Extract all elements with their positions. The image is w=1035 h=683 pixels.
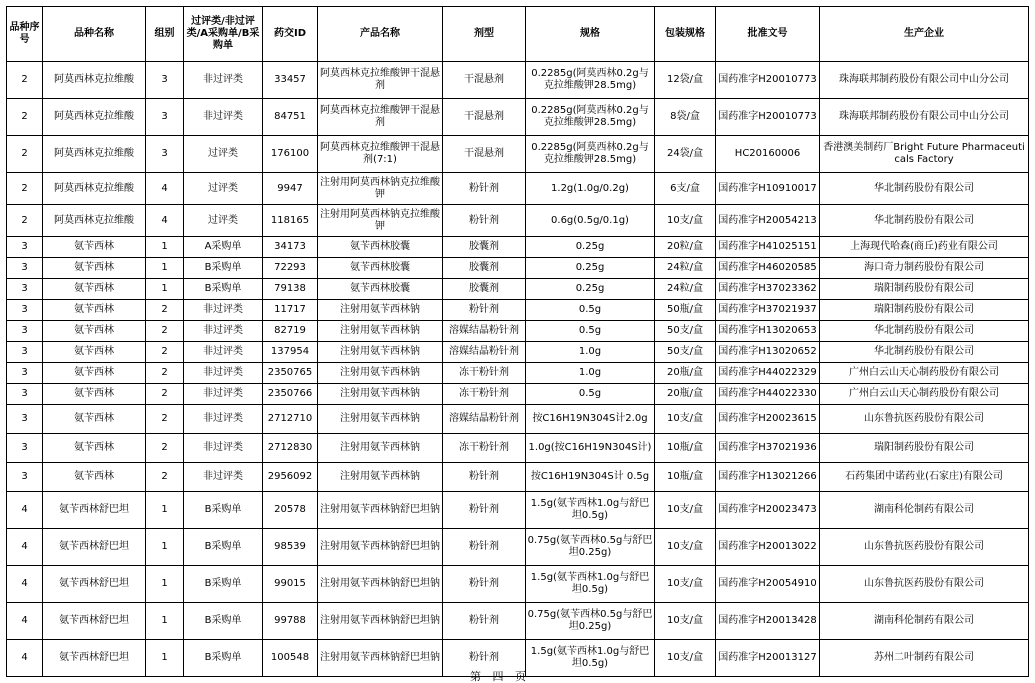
cell-specification: 0.2285g(阿莫西林0.2g与克拉维酸钾28.5mg) xyxy=(526,136,655,173)
cell-variety: 阿莫西林克拉维酸 xyxy=(43,205,146,237)
page-footer: 第 四 页 xyxy=(470,670,530,683)
cell-group: 2 xyxy=(146,434,184,463)
table-row xyxy=(7,205,1029,237)
cell-approval-number: 国药准字H20010773 xyxy=(716,99,820,136)
table-row xyxy=(7,405,1029,434)
cell-category: B采购单 xyxy=(184,492,263,529)
cell-approval-number: 国药准字H37021936 xyxy=(716,434,820,463)
cell-dosage-form: 胶囊剂 xyxy=(443,258,526,279)
cell-dosage-form: 溶媒结晶粉针剂 xyxy=(443,321,526,342)
table-body xyxy=(7,62,1029,677)
cell-id: 72293 xyxy=(263,258,318,279)
cell-dosage-form: 干混悬剂 xyxy=(443,62,526,99)
cell-dosage-form: 粉针剂 xyxy=(443,529,526,566)
cell-group: 1 xyxy=(146,566,184,603)
cell-variety: 氨苄西林 xyxy=(43,463,146,492)
cell-dosage-form: 胶囊剂 xyxy=(443,279,526,300)
cell-category: B采购单 xyxy=(184,258,263,279)
cell-product: 注射用阿莫西林钠克拉维酸钾 xyxy=(318,205,443,237)
cell-manufacturer: 华北制药股份有限公司 xyxy=(820,321,1029,342)
cell-package: 10瓶/盒 xyxy=(655,434,716,463)
cell-product: 注射用氨苄西林钠舒巴坦钠 xyxy=(318,603,443,640)
cell-specification: 0.5g xyxy=(526,384,655,405)
cell-seq: 4 xyxy=(7,492,43,529)
cell-specification: 0.6g(0.5g/0.1g) xyxy=(526,205,655,237)
table-row xyxy=(7,321,1029,342)
table-row xyxy=(7,279,1029,300)
cell-id: 2712830 xyxy=(263,434,318,463)
cell-id: 20578 xyxy=(263,492,318,529)
cell-product: 氨苄西林胶囊 xyxy=(318,237,443,258)
cell-manufacturer: 瑞阳制药股份有限公司 xyxy=(820,300,1029,321)
table-row xyxy=(7,258,1029,279)
cell-specification: 1.0g xyxy=(526,342,655,363)
cell-seq: 3 xyxy=(7,363,43,384)
cell-product: 注射用氨苄西林钠 xyxy=(318,300,443,321)
cell-approval-number: 国药准字H46020585 xyxy=(716,258,820,279)
cell-manufacturer: 华北制药股份有限公司 xyxy=(820,342,1029,363)
cell-product: 注射用氨苄西林钠 xyxy=(318,321,443,342)
cell-id: 2350766 xyxy=(263,384,318,405)
header-cell-category: 过评类/非过评类/A采购单/B采购单 xyxy=(184,7,263,62)
cell-category: 非过评类 xyxy=(184,405,263,434)
cell-product: 注射用氨苄西林钠 xyxy=(318,405,443,434)
cell-specification: 1.5g(氨苄西林1.0g与舒巴坦0.5g) xyxy=(526,492,655,529)
cell-seq: 2 xyxy=(7,62,43,99)
cell-package: 24粒/盒 xyxy=(655,279,716,300)
table-row xyxy=(7,434,1029,463)
header-cell-dosage-form: 剂型 xyxy=(443,7,526,62)
cell-category: 非过评类 xyxy=(184,321,263,342)
cell-package: 10支/盒 xyxy=(655,492,716,529)
cell-id: 137954 xyxy=(263,342,318,363)
cell-id: 2956092 xyxy=(263,463,318,492)
cell-category: 非过评类 xyxy=(184,384,263,405)
cell-product: 注射用氨苄西林钠舒巴坦钠 xyxy=(318,640,443,677)
cell-category: 非过评类 xyxy=(184,62,263,99)
cell-product: 阿莫西林克拉维酸钾干混悬剂 xyxy=(318,99,443,136)
cell-manufacturer: 湖南科伦制药有限公司 xyxy=(820,492,1029,529)
cell-dosage-form: 溶媒结晶粉针剂 xyxy=(443,405,526,434)
cell-seq: 3 xyxy=(7,321,43,342)
cell-seq: 4 xyxy=(7,603,43,640)
cell-manufacturer: 上海现代哈森(商丘)药业有限公司 xyxy=(820,237,1029,258)
table-row xyxy=(7,384,1029,405)
cell-approval-number: 国药准字H44022330 xyxy=(716,384,820,405)
cell-variety: 氨苄西林 xyxy=(43,405,146,434)
cell-variety: 氨苄西林 xyxy=(43,321,146,342)
cell-group: 3 xyxy=(146,62,184,99)
cell-approval-number: 国药准字H20013428 xyxy=(716,603,820,640)
cell-id: 2712710 xyxy=(263,405,318,434)
cell-package: 12袋/盒 xyxy=(655,62,716,99)
cell-product: 注射用氨苄西林钠舒巴坦钠 xyxy=(318,566,443,603)
cell-group: 2 xyxy=(146,463,184,492)
cell-manufacturer: 珠海联邦制药股份有限公司中山分公司 xyxy=(820,62,1029,99)
table-row xyxy=(7,62,1029,99)
cell-product: 氨苄西林胶囊 xyxy=(318,258,443,279)
cell-id: 118165 xyxy=(263,205,318,237)
cell-approval-number: 国药准字H37021937 xyxy=(716,300,820,321)
cell-dosage-form: 粉针剂 xyxy=(443,463,526,492)
cell-product: 注射用氨苄西林钠 xyxy=(318,434,443,463)
cell-specification: 0.2285g(阿莫西林0.2g与克拉维酸钾28.5mg) xyxy=(526,62,655,99)
cell-seq: 4 xyxy=(7,529,43,566)
cell-manufacturer: 山东鲁抗医药股份有限公司 xyxy=(820,566,1029,603)
cell-variety: 氨苄西林舒巴坦 xyxy=(43,640,146,677)
cell-variety: 氨苄西林 xyxy=(43,342,146,363)
cell-approval-number: 国药准字H41025151 xyxy=(716,237,820,258)
cell-package: 20瓶/盒 xyxy=(655,363,716,384)
cell-category: 过评类 xyxy=(184,205,263,237)
table-row xyxy=(7,363,1029,384)
cell-category: 非过评类 xyxy=(184,363,263,384)
table-row xyxy=(7,529,1029,566)
cell-specification: 按C16H19N304S计 0.5g xyxy=(526,463,655,492)
cell-approval-number: 国药准字H10910017 xyxy=(716,173,820,205)
cell-specification: 1.2g(1.0g/0.2g) xyxy=(526,173,655,205)
cell-seq: 3 xyxy=(7,384,43,405)
cell-manufacturer: 湖南科伦制药有限公司 xyxy=(820,603,1029,640)
cell-id: 2350765 xyxy=(263,363,318,384)
cell-approval-number: 国药准字H13021266 xyxy=(716,463,820,492)
cell-approval-number: 国药准字H20054213 xyxy=(716,205,820,237)
cell-id: 34173 xyxy=(263,237,318,258)
cell-dosage-form: 粉针剂 xyxy=(443,640,526,677)
cell-approval-number: HC20160006 xyxy=(716,136,820,173)
cell-approval-number: 国药准字H20013022 xyxy=(716,529,820,566)
cell-product: 注射用氨苄西林钠 xyxy=(318,363,443,384)
cell-seq: 3 xyxy=(7,463,43,492)
cell-variety: 氨苄西林 xyxy=(43,300,146,321)
cell-dosage-form: 粉针剂 xyxy=(443,603,526,640)
cell-seq: 4 xyxy=(7,566,43,603)
cell-variety: 阿莫西林克拉维酸 xyxy=(43,173,146,205)
cell-package: 24袋/盒 xyxy=(655,136,716,173)
cell-package: 50支/盒 xyxy=(655,321,716,342)
cell-manufacturer: 广州白云山天心制药股份有限公司 xyxy=(820,384,1029,405)
cell-id: 84751 xyxy=(263,99,318,136)
cell-group: 1 xyxy=(146,603,184,640)
cell-package: 20瓶/盒 xyxy=(655,384,716,405)
cell-variety: 氨苄西林 xyxy=(43,434,146,463)
cell-group: 1 xyxy=(146,258,184,279)
cell-id: 9947 xyxy=(263,173,318,205)
cell-dosage-form: 溶媒结晶粉针剂 xyxy=(443,342,526,363)
table-row xyxy=(7,342,1029,363)
cell-package: 8袋/盒 xyxy=(655,99,716,136)
cell-dosage-form: 冻干粉针剂 xyxy=(443,363,526,384)
cell-group: 3 xyxy=(146,136,184,173)
cell-group: 3 xyxy=(146,99,184,136)
cell-category: B采购单 xyxy=(184,603,263,640)
cell-category: B采购单 xyxy=(184,640,263,677)
cell-package: 10支/盒 xyxy=(655,529,716,566)
cell-group: 1 xyxy=(146,492,184,529)
cell-dosage-form: 干混悬剂 xyxy=(443,99,526,136)
cell-dosage-form: 冻干粉针剂 xyxy=(443,434,526,463)
header-cell-variety: 品种名称 xyxy=(43,7,146,62)
cell-category: 过评类 xyxy=(184,173,263,205)
table-row xyxy=(7,237,1029,258)
cell-specification: 1.5g(氨苄西林1.0g与舒巴坦0.5g) xyxy=(526,566,655,603)
cell-product: 注射用阿莫西林钠克拉维酸钾 xyxy=(318,173,443,205)
cell-package: 10支/盒 xyxy=(655,640,716,677)
cell-group: 2 xyxy=(146,321,184,342)
cell-specification: 1.0g(按C16H19N304S计) xyxy=(526,434,655,463)
cell-manufacturer: 华北制药股份有限公司 xyxy=(820,205,1029,237)
header-cell-specification: 规格 xyxy=(526,7,655,62)
cell-dosage-form: 粉针剂 xyxy=(443,300,526,321)
cell-package: 50瓶/盒 xyxy=(655,300,716,321)
cell-approval-number: 国药准字H37023362 xyxy=(716,279,820,300)
cell-variety: 阿莫西林克拉维酸 xyxy=(43,136,146,173)
cell-group: 2 xyxy=(146,300,184,321)
cell-variety: 氨苄西林 xyxy=(43,237,146,258)
cell-specification: 0.25g xyxy=(526,258,655,279)
cell-seq: 2 xyxy=(7,205,43,237)
cell-variety: 氨苄西林舒巴坦 xyxy=(43,529,146,566)
table-row xyxy=(7,492,1029,529)
cell-id: 98539 xyxy=(263,529,318,566)
cell-group: 1 xyxy=(146,529,184,566)
cell-seq: 2 xyxy=(7,136,43,173)
cell-product: 注射用氨苄西林钠 xyxy=(318,342,443,363)
cell-category: A采购单 xyxy=(184,237,263,258)
cell-category: 非过评类 xyxy=(184,342,263,363)
header-row xyxy=(7,7,1029,62)
cell-package: 50支/盒 xyxy=(655,342,716,363)
cell-group: 2 xyxy=(146,363,184,384)
cell-approval-number: 国药准字H20010773 xyxy=(716,62,820,99)
cell-variety: 氨苄西林舒巴坦 xyxy=(43,492,146,529)
cell-id: 33457 xyxy=(263,62,318,99)
cell-approval-number: 国药准字H20054910 xyxy=(716,566,820,603)
header-cell-group: 组别 xyxy=(146,7,184,62)
cell-group: 4 xyxy=(146,205,184,237)
cell-specification: 0.2285g(阿莫西林0.2g与克拉维酸钾28.5mg) xyxy=(526,99,655,136)
cell-seq: 3 xyxy=(7,300,43,321)
cell-id: 82719 xyxy=(263,321,318,342)
cell-specification: 0.25g xyxy=(526,279,655,300)
table-row xyxy=(7,603,1029,640)
cell-id: 100548 xyxy=(263,640,318,677)
header-cell-manufacturer: 生产企业 xyxy=(820,7,1029,62)
cell-specification: 按C16H19N304S计2.0g xyxy=(526,405,655,434)
cell-approval-number: 国药准字H20013127 xyxy=(716,640,820,677)
cell-package: 20粒/盒 xyxy=(655,237,716,258)
cell-seq: 3 xyxy=(7,405,43,434)
cell-approval-number: 国药准字H20023473 xyxy=(716,492,820,529)
cell-seq: 2 xyxy=(7,99,43,136)
cell-manufacturer: 华北制药股份有限公司 xyxy=(820,173,1029,205)
cell-approval-number: 国药准字H44022329 xyxy=(716,363,820,384)
cell-seq: 2 xyxy=(7,173,43,205)
cell-product: 注射用氨苄西林钠 xyxy=(318,384,443,405)
cell-variety: 氨苄西林 xyxy=(43,279,146,300)
cell-approval-number: 国药准字H13020652 xyxy=(716,342,820,363)
cell-specification: 0.5g xyxy=(526,300,655,321)
cell-group: 2 xyxy=(146,405,184,434)
cell-product: 阿莫西林克拉维酸钾干混悬剂(7:1) xyxy=(318,136,443,173)
cell-package: 10支/盒 xyxy=(655,603,716,640)
cell-category: B采购单 xyxy=(184,279,263,300)
table-row xyxy=(7,300,1029,321)
cell-group: 1 xyxy=(146,237,184,258)
cell-variety: 氨苄西林舒巴坦 xyxy=(43,566,146,603)
cell-id: 99788 xyxy=(263,603,318,640)
table-row xyxy=(7,136,1029,173)
cell-group: 1 xyxy=(146,279,184,300)
cell-variety: 氨苄西林 xyxy=(43,384,146,405)
cell-seq: 3 xyxy=(7,258,43,279)
cell-variety: 氨苄西林舒巴坦 xyxy=(43,603,146,640)
cell-seq: 3 xyxy=(7,237,43,258)
cell-variety: 阿莫西林克拉维酸 xyxy=(43,99,146,136)
cell-package: 10瓶/盒 xyxy=(655,463,716,492)
cell-package: 6支/盒 xyxy=(655,173,716,205)
cell-category: 非过评类 xyxy=(184,300,263,321)
cell-specification: 1.5g(氨苄西林1.0g与舒巴坦0.5g) xyxy=(526,640,655,677)
cell-category: 非过评类 xyxy=(184,463,263,492)
cell-package: 10支/盒 xyxy=(655,205,716,237)
cell-category: B采购单 xyxy=(184,529,263,566)
cell-group: 2 xyxy=(146,342,184,363)
cell-approval-number: 国药准字H13020653 xyxy=(716,321,820,342)
cell-seq: 4 xyxy=(7,640,43,677)
cell-dosage-form: 粉针剂 xyxy=(443,205,526,237)
cell-group: 2 xyxy=(146,384,184,405)
cell-group: 4 xyxy=(146,173,184,205)
header-cell-package: 包装规格 xyxy=(655,7,716,62)
cell-specification: 0.75g(氨苄西林0.5g与舒巴坦0.25g) xyxy=(526,529,655,566)
table-row xyxy=(7,173,1029,205)
cell-seq: 3 xyxy=(7,279,43,300)
cell-specification: 0.5g xyxy=(526,321,655,342)
cell-id: 99015 xyxy=(263,566,318,603)
header-cell-approval-number: 批准文号 xyxy=(716,7,820,62)
cell-specification: 0.25g xyxy=(526,237,655,258)
cell-manufacturer: 山东鲁抗医药股份有限公司 xyxy=(820,529,1029,566)
table-row xyxy=(7,463,1029,492)
cell-product: 注射用氨苄西林钠舒巴坦钠 xyxy=(318,529,443,566)
table-row xyxy=(7,566,1029,603)
cell-package: 24粒/盒 xyxy=(655,258,716,279)
cell-dosage-form: 胶囊剂 xyxy=(443,237,526,258)
cell-variety: 阿莫西林克拉维酸 xyxy=(43,62,146,99)
cell-category: 过评类 xyxy=(184,136,263,173)
table-row xyxy=(7,99,1029,136)
header-cell-id: 药交ID xyxy=(263,7,318,62)
cell-product: 注射用氨苄西林钠 xyxy=(318,463,443,492)
cell-variety: 氨苄西林 xyxy=(43,258,146,279)
cell-id: 176100 xyxy=(263,136,318,173)
cell-dosage-form: 干混悬剂 xyxy=(443,136,526,173)
cell-dosage-form: 冻干粉针剂 xyxy=(443,384,526,405)
cell-package: 10支/盒 xyxy=(655,405,716,434)
cell-product: 注射用氨苄西林钠舒巴坦钠 xyxy=(318,492,443,529)
cell-product: 阿莫西林克拉维酸钾干混悬剂 xyxy=(318,62,443,99)
cell-seq: 3 xyxy=(7,434,43,463)
cell-category: 非过评类 xyxy=(184,99,263,136)
cell-dosage-form: 粉针剂 xyxy=(443,492,526,529)
cell-package: 10支/盒 xyxy=(655,566,716,603)
header-cell-product: 产品名称 xyxy=(318,7,443,62)
drug-procurement-table xyxy=(6,6,1029,677)
cell-manufacturer: 山东鲁抗医药股份有限公司 xyxy=(820,405,1029,434)
cell-category: 非过评类 xyxy=(184,434,263,463)
cell-specification: 1.0g xyxy=(526,363,655,384)
cell-category: B采购单 xyxy=(184,566,263,603)
cell-id: 11717 xyxy=(263,300,318,321)
cell-manufacturer: 广州白云山天心制药股份有限公司 xyxy=(820,363,1029,384)
cell-approval-number: 国药准字H20023615 xyxy=(716,405,820,434)
cell-variety: 氨苄西林 xyxy=(43,363,146,384)
cell-group: 1 xyxy=(146,640,184,677)
cell-manufacturer: 石药集团中诺药业(石家庄)有限公司 xyxy=(820,463,1029,492)
cell-manufacturer: 香港澳美制药厂Bright Future Pharmaceuticals Factory xyxy=(820,136,1029,173)
cell-dosage-form: 粉针剂 xyxy=(443,566,526,603)
header-cell-seq: 品种序号 xyxy=(7,7,43,62)
cell-seq: 3 xyxy=(7,342,43,363)
cell-id: 79138 xyxy=(263,279,318,300)
cell-specification: 0.75g(氨苄西林0.5g与舒巴坦0.25g) xyxy=(526,603,655,640)
cell-dosage-form: 粉针剂 xyxy=(443,173,526,205)
cell-product: 氨苄西林胶囊 xyxy=(318,279,443,300)
cell-manufacturer: 苏州二叶制药有限公司 xyxy=(820,640,1029,677)
cell-manufacturer: 海口奇力制药股份有限公司 xyxy=(820,258,1029,279)
cell-manufacturer: 瑞阳制药股份有限公司 xyxy=(820,434,1029,463)
cell-manufacturer: 珠海联邦制药股份有限公司中山分公司 xyxy=(820,99,1029,136)
cell-manufacturer: 瑞阳制药股份有限公司 xyxy=(820,279,1029,300)
